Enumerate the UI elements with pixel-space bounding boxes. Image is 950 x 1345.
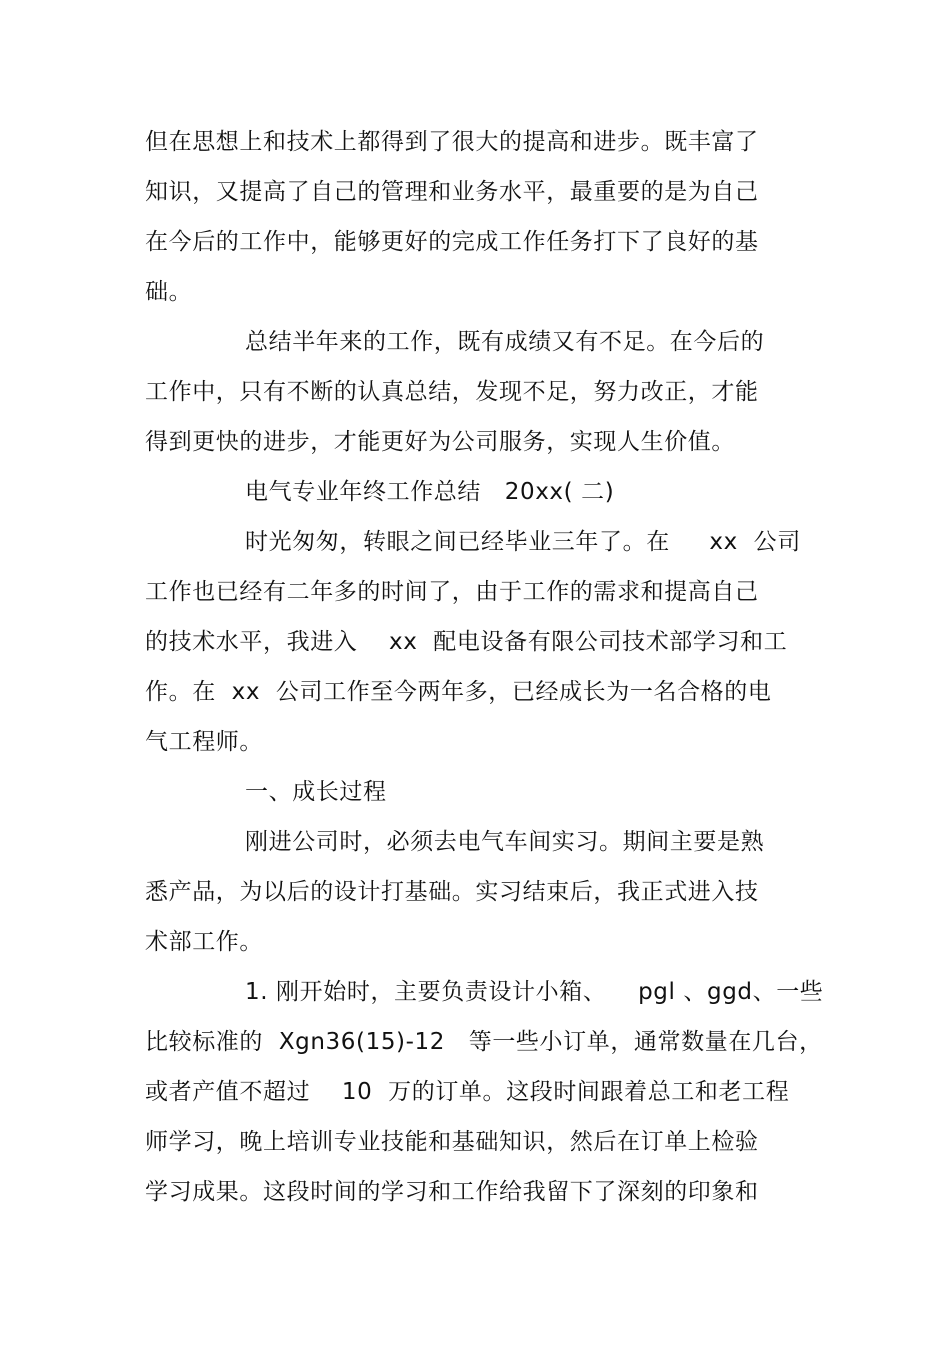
text-line: 或者产值不超过 10 万的订单。这段时间跟着总工和老工程 bbox=[145, 1079, 790, 1105]
text-line: 得到更快的进步，才能更好为公司服务，实现人生价值。 bbox=[145, 429, 735, 455]
text-line: 术部工作。 bbox=[145, 929, 263, 955]
text-line: 工作中，只有不断的认真总结，发现不足，努力改正，才能 bbox=[145, 379, 759, 405]
text-line: 的技术水平，我进入 xx 配电设备有限公司技术部学习和工 bbox=[145, 629, 788, 655]
text-line: 气工程师。 bbox=[145, 729, 263, 755]
paragraph-start-line: 总结半年来的工作，既有成绩又有不足。在今后的 bbox=[245, 329, 765, 355]
text-line: 比较标准的 Xgn36(15)-12 等一些小订单，通常数量在几台， bbox=[145, 1029, 823, 1055]
text-line: 在今后的工作中，能够更好的完成工作任务打下了良好的基 bbox=[145, 229, 759, 255]
text-line: 但在思想上和技术上都得到了很大的提高和进步。既丰富了 bbox=[145, 129, 759, 155]
subsection-heading: 一、成长过程 bbox=[245, 779, 387, 805]
paragraph-start-line: 刚进公司时，必须去电气车间实习。期间主要是熟 bbox=[245, 829, 765, 855]
text-line: 悉产品，为以后的设计打基础。实习结束后，我正式进入技 bbox=[145, 879, 759, 905]
text-line: 作。在 xx 公司工作至今两年多，已经成长为一名合格的电 bbox=[145, 679, 772, 705]
paragraph-start-line: 时光匆匆，转眼之间已经毕业三年了。在 xx 公司 bbox=[245, 529, 801, 555]
text-line: 知识，又提高了自己的管理和业务水平，最重要的是为自己 bbox=[145, 179, 759, 205]
section-title: 电气专业年终工作总结 20xx( 二) bbox=[245, 479, 615, 505]
text-line: 师学习，晚上培训专业技能和基础知识，然后在订单上检验 bbox=[145, 1129, 759, 1155]
numbered-item-line: 1. 刚开始时，主要负责设计小箱、 pgl 、ggd、一些 bbox=[245, 979, 824, 1005]
text-line: 学习成果。这段时间的学习和工作给我留下了深刻的印象和 bbox=[145, 1179, 759, 1205]
text-line: 础。 bbox=[145, 279, 193, 305]
text-line: 工作也已经有二年多的时间了，由于工作的需求和提高自己 bbox=[145, 579, 759, 605]
